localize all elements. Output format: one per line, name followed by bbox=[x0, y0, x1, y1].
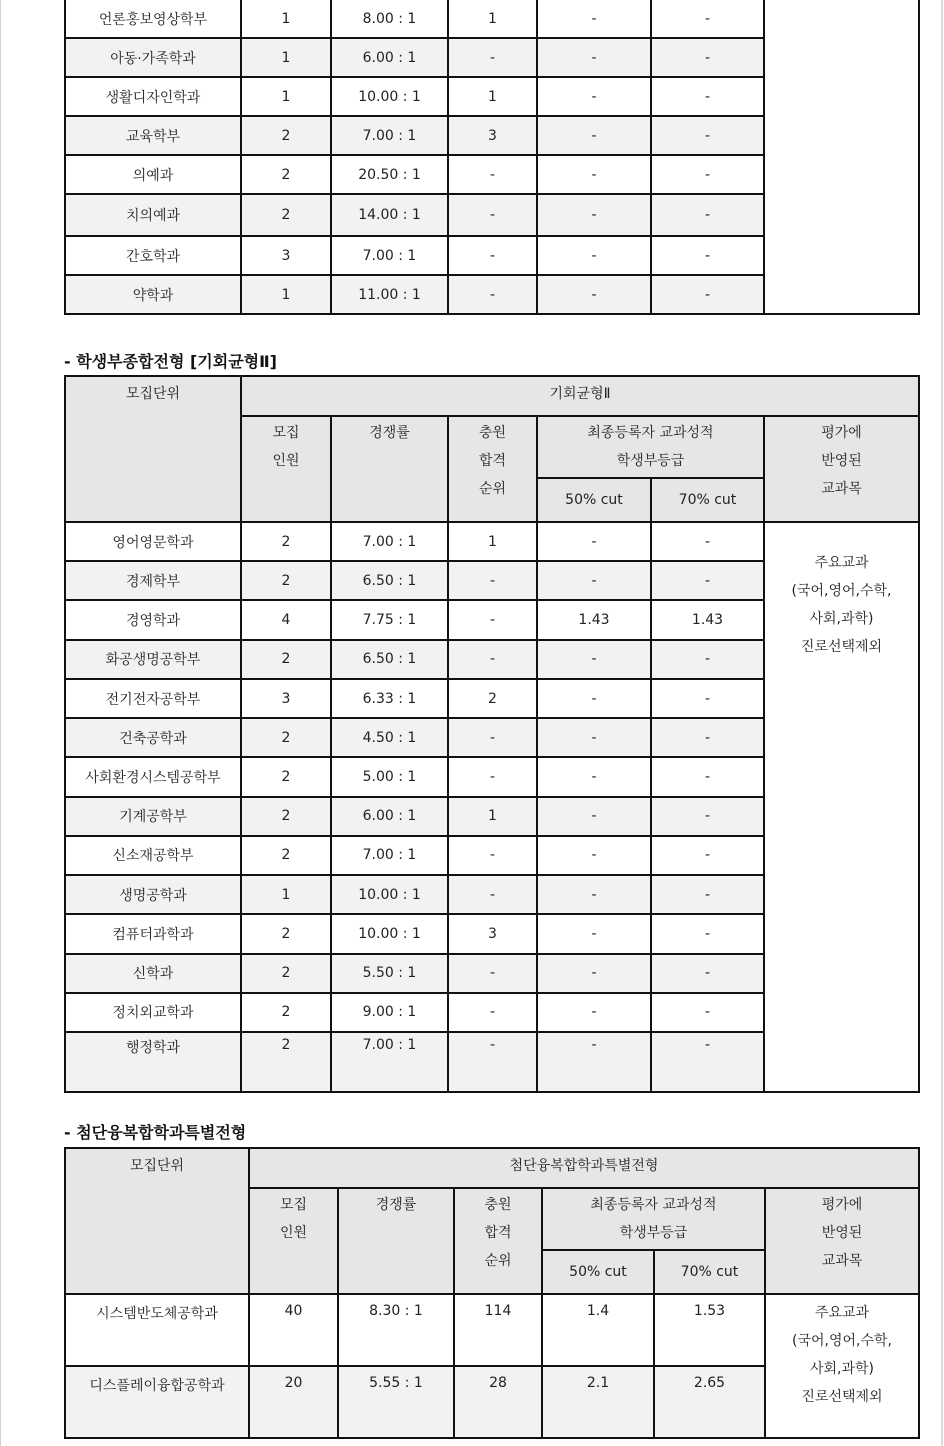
rank-cell: 1 bbox=[448, 77, 537, 116]
header-subjects: 평가에 반영된 교과목 bbox=[765, 1188, 919, 1294]
quota-cell: 1 bbox=[241, 77, 331, 116]
rank-cell: 3 bbox=[448, 914, 537, 953]
cut70-cell: - bbox=[651, 236, 764, 275]
unit-cell: 신소재공학부 bbox=[65, 836, 241, 875]
unit-cell: 사회환경시스템공학부 bbox=[65, 757, 241, 796]
cut70-cell: 2.65 bbox=[654, 1366, 765, 1438]
section-title-advanced-convergence: - 첨단융복합학과특별전형 bbox=[64, 1123, 247, 1142]
cut50-cell: - bbox=[537, 77, 651, 116]
unit-cell: 치의예과 bbox=[65, 194, 241, 236]
header-row bbox=[65, 1148, 919, 1188]
quota-cell: 2 bbox=[241, 522, 331, 561]
quota-cell: 1 bbox=[241, 275, 331, 314]
cut50-cell: - bbox=[537, 836, 651, 875]
ratio-cell: 11.00 : 1 bbox=[331, 275, 448, 314]
rank-cell: 114 bbox=[454, 1294, 542, 1366]
cut70-cell: 1.43 bbox=[651, 600, 764, 639]
cut70-cell: 1.53 bbox=[654, 1294, 765, 1366]
ratio-cell: 14.00 : 1 bbox=[331, 194, 448, 236]
quota-cell: 20 bbox=[249, 1366, 338, 1438]
unit-cell: 생활디자인학과 bbox=[65, 77, 241, 116]
cut50-cell: 1.43 bbox=[537, 600, 651, 639]
rank-cell: - bbox=[448, 194, 537, 236]
ratio-cell: 10.00 : 1 bbox=[331, 77, 448, 116]
unit-cell: 디스플레이융합공학과 bbox=[65, 1366, 249, 1438]
header-unit: 모집단위 bbox=[65, 1148, 249, 1294]
cut70-cell: - bbox=[651, 757, 764, 796]
unit-cell: 행정학과 bbox=[65, 1032, 241, 1092]
cut50-cell: - bbox=[537, 1032, 651, 1092]
cut70-cell: - bbox=[651, 797, 764, 836]
cut50-cell: 1.4 bbox=[542, 1294, 654, 1366]
ratio-cell: 10.00 : 1 bbox=[331, 875, 448, 914]
header-rank: 충원 합격 순위 bbox=[448, 416, 537, 522]
rank-cell: 1 bbox=[448, 797, 537, 836]
rank-cell: - bbox=[448, 757, 537, 796]
quota-cell: 40 bbox=[249, 1294, 338, 1366]
quota-cell: 1 bbox=[241, 875, 331, 914]
section-title-opportunity-balance: - 학생부종합전형 [기회균형Ⅱ] bbox=[64, 352, 277, 371]
cut70-cell: - bbox=[651, 561, 764, 600]
cut50-cell: - bbox=[537, 757, 651, 796]
cut50-cell: - bbox=[537, 522, 651, 561]
ratio-cell: 6.33 : 1 bbox=[331, 679, 448, 718]
header-quota: 모집 인원 bbox=[249, 1188, 338, 1294]
rank-cell: 28 bbox=[454, 1366, 542, 1438]
cut50-cell: - bbox=[537, 561, 651, 600]
cut70-cell: - bbox=[651, 954, 764, 993]
subjects-note-cell: 주요교과 (국어,영어,수학, 사회,과학) 진로선택제외 bbox=[765, 1294, 919, 1438]
unit-cell: 시스템반도체공학과 bbox=[65, 1294, 249, 1366]
cut70-cell: - bbox=[651, 875, 764, 914]
unit-cell: 기계공학부 bbox=[65, 797, 241, 836]
cut70-cell: - bbox=[651, 194, 764, 236]
ratio-cell: 6.50 : 1 bbox=[331, 640, 448, 679]
cut70-cell: - bbox=[651, 1032, 764, 1092]
cut50-cell: - bbox=[537, 954, 651, 993]
cut50-cell: - bbox=[537, 38, 651, 77]
admission-table-opportunity-balance bbox=[64, 375, 920, 1093]
header-grade: 최종등록자 교과성적 학생부등급 bbox=[542, 1188, 765, 1250]
quota-cell: 2 bbox=[241, 797, 331, 836]
quota-cell: 2 bbox=[241, 561, 331, 600]
cut70-cell: - bbox=[651, 77, 764, 116]
unit-cell: 약학과 bbox=[65, 275, 241, 314]
header-grade: 최종등록자 교과성적 학생부등급 bbox=[537, 416, 764, 478]
rank-cell: 2 bbox=[448, 679, 537, 718]
ratio-cell: 7.00 : 1 bbox=[331, 1032, 448, 1092]
quota-cell: 1 bbox=[241, 0, 331, 38]
unit-cell: 컴퓨터과학과 bbox=[65, 914, 241, 953]
unit-cell: 간호학과 bbox=[65, 236, 241, 275]
cut50-cell: - bbox=[537, 275, 651, 314]
header-ratio: 경쟁률 bbox=[331, 416, 448, 522]
cut50-cell: - bbox=[537, 155, 651, 194]
unit-cell: 정치외교학과 bbox=[65, 993, 241, 1032]
quota-cell: 2 bbox=[241, 116, 331, 155]
header-row bbox=[65, 376, 919, 416]
header-rank: 충원 합격 순위 bbox=[454, 1188, 542, 1294]
cut50-cell: - bbox=[537, 914, 651, 953]
unit-cell: 신학과 bbox=[65, 954, 241, 993]
quota-cell: 2 bbox=[241, 1032, 331, 1092]
rank-cell: 1 bbox=[448, 0, 537, 38]
subjects-note-cell bbox=[764, 0, 919, 314]
cut70-cell: - bbox=[651, 155, 764, 194]
rank-cell: - bbox=[448, 993, 537, 1032]
cut70-cell: - bbox=[651, 836, 764, 875]
ratio-cell: 7.00 : 1 bbox=[331, 836, 448, 875]
quota-cell: 3 bbox=[241, 236, 331, 275]
ratio-cell: 8.30 : 1 bbox=[338, 1294, 454, 1366]
admission-table-continued bbox=[64, 0, 920, 315]
cut50-cell: - bbox=[537, 875, 651, 914]
quota-cell: 2 bbox=[241, 954, 331, 993]
header-quota: 모집 인원 bbox=[241, 416, 331, 522]
cut70-cell: - bbox=[651, 116, 764, 155]
cut70-cell: - bbox=[651, 718, 764, 757]
cut50-cell: - bbox=[537, 797, 651, 836]
admission-table-advanced-convergence bbox=[64, 1147, 920, 1439]
ratio-cell: 6.00 : 1 bbox=[331, 797, 448, 836]
rank-cell: - bbox=[448, 236, 537, 275]
rank-cell: - bbox=[448, 561, 537, 600]
cut70-cell: - bbox=[651, 275, 764, 314]
rank-cell: - bbox=[448, 275, 537, 314]
quota-cell: 2 bbox=[241, 194, 331, 236]
cut70-cell: - bbox=[651, 993, 764, 1032]
ratio-cell: 4.50 : 1 bbox=[331, 718, 448, 757]
subjects-note-cell: 주요교과 (국어,영어,수학, 사회,과학) 진로선택제외 bbox=[764, 522, 919, 1092]
quota-cell: 1 bbox=[241, 38, 331, 77]
ratio-cell: 7.00 : 1 bbox=[331, 236, 448, 275]
unit-cell: 생명공학과 bbox=[65, 875, 241, 914]
unit-cell: 경제학부 bbox=[65, 561, 241, 600]
ratio-cell: 10.00 : 1 bbox=[331, 914, 448, 953]
rank-cell: - bbox=[448, 875, 537, 914]
rank-cell: - bbox=[448, 155, 537, 194]
ratio-cell: 7.00 : 1 bbox=[331, 522, 448, 561]
ratio-cell: 5.00 : 1 bbox=[331, 757, 448, 796]
unit-cell: 교육학부 bbox=[65, 116, 241, 155]
quota-cell: 2 bbox=[241, 993, 331, 1032]
rank-cell: - bbox=[448, 718, 537, 757]
cut70-cell: - bbox=[651, 914, 764, 953]
header-group: 기회균형Ⅱ bbox=[241, 376, 919, 416]
quota-cell: 2 bbox=[241, 718, 331, 757]
table-row bbox=[65, 522, 919, 561]
unit-cell: 영어영문학과 bbox=[65, 522, 241, 561]
header-unit: 모집단위 bbox=[65, 376, 241, 522]
rank-cell: - bbox=[448, 640, 537, 679]
unit-cell: 건축공학과 bbox=[65, 718, 241, 757]
quota-cell: 4 bbox=[241, 600, 331, 639]
header-subjects: 평가에 반영된 교과목 bbox=[764, 416, 919, 522]
rank-cell: - bbox=[448, 38, 537, 77]
rank-cell: 3 bbox=[448, 116, 537, 155]
cut50-cell: - bbox=[537, 993, 651, 1032]
header-cut70: 70% cut bbox=[651, 478, 764, 522]
unit-cell: 경영학과 bbox=[65, 600, 241, 639]
rank-cell: - bbox=[448, 954, 537, 993]
cut50-cell: - bbox=[537, 0, 651, 38]
unit-cell: 전기전자공학부 bbox=[65, 679, 241, 718]
ratio-cell: 7.75 : 1 bbox=[331, 600, 448, 639]
ratio-cell: 6.50 : 1 bbox=[331, 561, 448, 600]
header-cut50: 50% cut bbox=[542, 1250, 654, 1294]
header-cut50: 50% cut bbox=[537, 478, 651, 522]
cut70-cell: - bbox=[651, 679, 764, 718]
ratio-cell: 8.00 : 1 bbox=[331, 0, 448, 38]
unit-cell: 아동·가족학과 bbox=[65, 38, 241, 77]
cut70-cell: - bbox=[651, 38, 764, 77]
ratio-cell: 9.00 : 1 bbox=[331, 993, 448, 1032]
rank-cell: - bbox=[448, 600, 537, 639]
cut50-cell: - bbox=[537, 640, 651, 679]
rank-cell: 1 bbox=[448, 522, 537, 561]
cut70-cell: - bbox=[651, 640, 764, 679]
unit-cell: 언론홍보영상학부 bbox=[65, 0, 241, 38]
cut50-cell: - bbox=[537, 718, 651, 757]
rank-cell: - bbox=[448, 1032, 537, 1092]
header-group: 첨단융복합학과특별전형 bbox=[249, 1148, 919, 1188]
quota-cell: 2 bbox=[241, 155, 331, 194]
scrollbar-track[interactable] bbox=[941, 0, 943, 1446]
cut50-cell: 2.1 bbox=[542, 1366, 654, 1438]
cut50-cell: - bbox=[537, 236, 651, 275]
ratio-cell: 5.50 : 1 bbox=[331, 954, 448, 993]
cut50-cell: - bbox=[537, 194, 651, 236]
ratio-cell: 5.55 : 1 bbox=[338, 1366, 454, 1438]
quota-cell: 2 bbox=[241, 914, 331, 953]
quota-cell: 3 bbox=[241, 679, 331, 718]
cut70-cell: - bbox=[651, 522, 764, 561]
table-row bbox=[65, 1294, 919, 1366]
quota-cell: 2 bbox=[241, 836, 331, 875]
unit-cell: 화공생명공학부 bbox=[65, 640, 241, 679]
quota-cell: 2 bbox=[241, 757, 331, 796]
unit-cell: 의예과 bbox=[65, 155, 241, 194]
cut50-cell: - bbox=[537, 679, 651, 718]
header-cut70: 70% cut bbox=[654, 1250, 765, 1294]
cut70-cell: - bbox=[651, 0, 764, 38]
ratio-cell: 7.00 : 1 bbox=[331, 116, 448, 155]
cut50-cell: - bbox=[537, 116, 651, 155]
page-left-edge bbox=[0, 0, 1, 1446]
ratio-cell: 20.50 : 1 bbox=[331, 155, 448, 194]
rank-cell: - bbox=[448, 836, 537, 875]
header-ratio: 경쟁률 bbox=[338, 1188, 454, 1294]
ratio-cell: 6.00 : 1 bbox=[331, 38, 448, 77]
quota-cell: 2 bbox=[241, 640, 331, 679]
table-row bbox=[65, 0, 919, 38]
